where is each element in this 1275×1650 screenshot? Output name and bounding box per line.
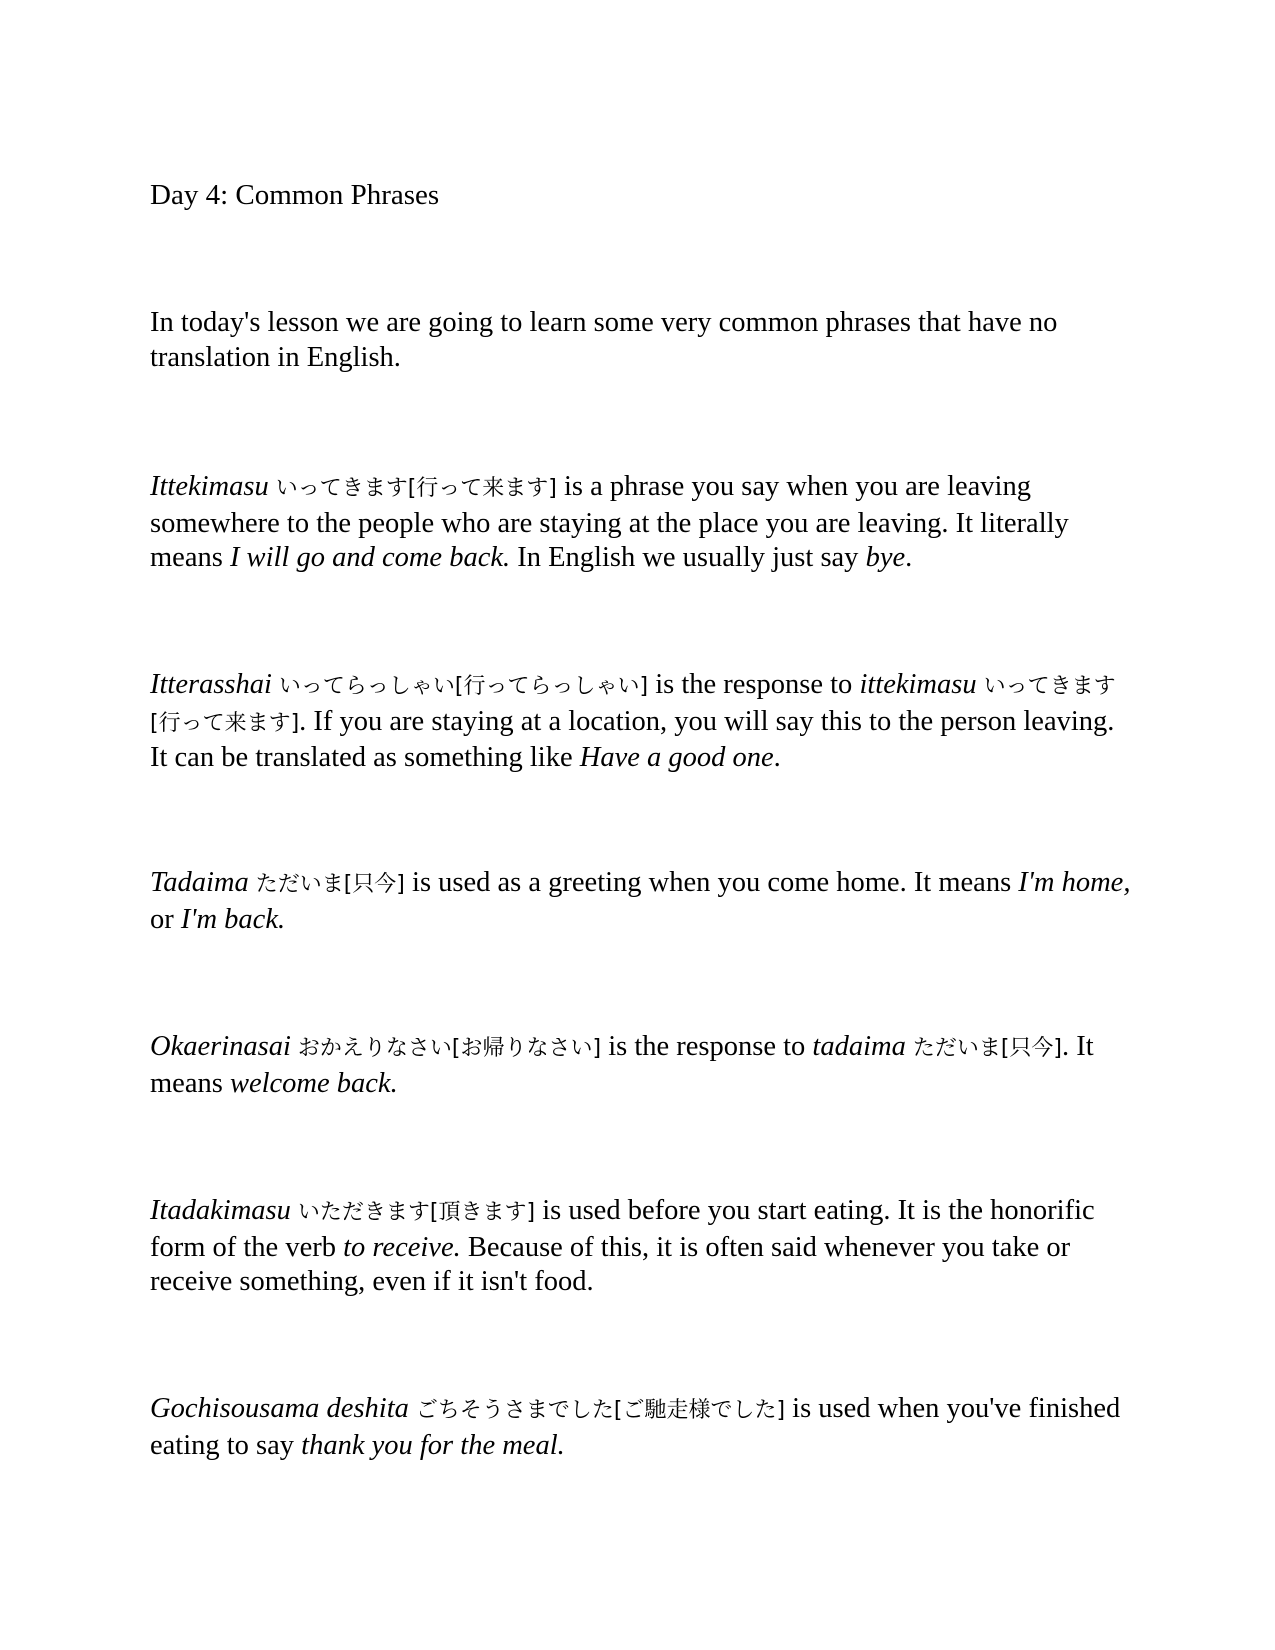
paragraph-text: In English we usually just say [510, 542, 866, 573]
romaji-term: Itterasshai [150, 669, 272, 700]
romaji-term: Okaerinasai [150, 1031, 291, 1062]
italic-phrase: I'm back. [180, 903, 286, 935]
italic-phrase: I'm home, [1018, 867, 1131, 898]
paragraph-text: . It means [150, 1031, 1094, 1099]
italic-phrase: welcome back. [229, 1067, 398, 1099]
italic-phrase: to receive. [343, 1231, 461, 1263]
italic-phrase: thank you for the meal. [301, 1429, 565, 1461]
japanese-term: いってらっしゃい[行ってらっしゃい] [271, 674, 649, 699]
paragraph-okaerinasai [150, 1030, 1135, 1101]
paragraph-text: . If you are staying at a location, you will say this to the person leaving. It can be translated as something like [150, 705, 1115, 773]
paragraph-text: is used as a greeting when you come home. It means [404, 867, 1019, 898]
paragraph-text: . [905, 542, 913, 573]
page-title: Day 4: Common Phrases [150, 179, 440, 211]
japanese-reference: いってきます[行って来ます] [150, 674, 1116, 736]
paragraph-text: is the response to [601, 1031, 813, 1062]
romaji-term: Gochisousama deshita [150, 1393, 409, 1424]
romaji-term: Itadakimasu [150, 1195, 291, 1226]
paragraph-tadaima [150, 866, 1135, 937]
romaji-reference: tadaima [812, 1031, 906, 1062]
paragraph-text: is the response to [648, 669, 860, 700]
japanese-term: ごちそうさまでした[ご馳走様でした] [408, 1398, 786, 1423]
japanese-term: いただきます[頂きます] [290, 1200, 536, 1225]
japanese-term: ただいま[只今] [248, 872, 405, 897]
paragraph-text: is a phrase you say when you are leaving somewhere to the people who are staying at the place you are leaving. It literally means [150, 471, 1069, 573]
paragraph-text: or [150, 903, 181, 935]
romaji-reference: ittekimasu [859, 669, 977, 700]
paragraph-text: is used when you've finished eating to say [150, 1393, 1121, 1461]
paragraph-text: . [773, 742, 781, 773]
japanese-reference: ただいま[只今] [905, 1036, 1063, 1061]
italic-phrase: Have a good one [579, 742, 774, 773]
romaji-term: Tadaima [150, 867, 249, 898]
paragraph-itadakimasu [150, 1194, 1135, 1300]
intro-paragraph: In today's lesson we are going to learn some very common phrases that have no translation in English. [150, 307, 1058, 373]
japanese-term: いってきます[行って来ます] [268, 476, 557, 501]
paragraph-gochisousama [150, 1392, 1135, 1463]
romaji-term: Ittekimasu [150, 471, 269, 502]
paragraph-text: Because of this, it is often said whenever you take or receive something, even if it isn't food. [150, 1231, 1071, 1297]
paragraph-ittekimasu [150, 470, 1135, 576]
italic-phrase: bye [865, 542, 906, 573]
paragraph-itterasshai [150, 668, 1135, 776]
paragraph-text: is used before you start eating. It is the honorific form of the verb [150, 1195, 1095, 1263]
japanese-term: おかえりなさい[お帰りなさい] [290, 1036, 602, 1061]
italic-phrase: I will go and come back. [229, 542, 511, 573]
